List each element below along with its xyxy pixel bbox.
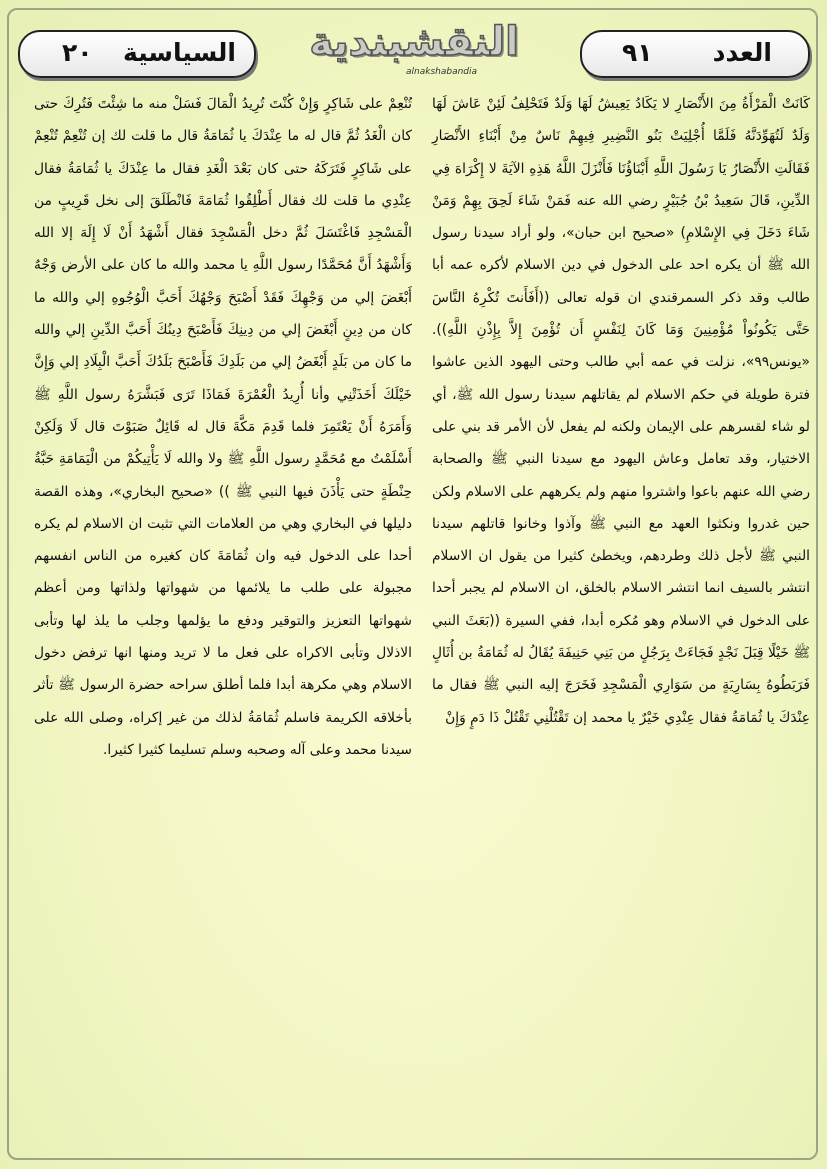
left-column-text: تُنْعِمْ على شَاكِرٍ وَإِنْ كُنْتَ تُرِيدُ الْمَالَ فَسَلْ منه ما شِئْتَ فَتُرِكَ حتى كان الْغَدُ ثُمَّ قال له ما عِنْدَكَ يا ثُمَامَةُ قال ما قلت لك إن تُنْعِمْ تُنْعِمْ على شَاكِرٍ فَتَرَكَهُ حتى كان بَعْدَ الْغَدِ فقال ما عِنْدَكَ يا ثُمَامَةُ فقال عِنْدِي ما قلت لك فقال أَطْلِقُوا ثُمَامَةَ فَانْطَلَقَ إلى نخل قَرِيبٍ من الْمَسْجِدِ فَاغْتَسَلَ ثُمَّ دخل الْمَسْجِدَ فقال أَشْهَدُ أَنْ لَا إِلَهَ إلا الله وَأَشْهَدُ أَنَّ مُحَمَّدًا رسول اللَّهِ يا محمد والله ما كان على الأرض وَجْهٌ أَبْغَضَ إلي من وَجْهِكَ فَقَدْ أَصْبَحَ وَجْهُكَ أَحَبَّ الْوُجُوهِ إلي والله ما كان من دِينٍ أَبْغَضَ إلي من دِينِكَ فَأَصْبَحَ دِينُكَ أَحَبَّ الدِّينِ إلي والله ما كان من بَلَدٍ أَبْغَضُ إلي من بَلَدِكَ فَأَصْبَحَ بَلَدُكَ أَحَبَّ الْبِلَادِ إلي وَإِنَّ خَيْلَكَ أَخَذَتْنِي وأنا أُرِيدُ الْعُمْرَةَ فَمَاذَا تَرَى فَبَشَّرَهُ رسول اللَّهِ ﷺ وَأَمَرَهُ أَنْ يَعْتَمِرَ فلما قَدِمَ مَكَّةَ قال له قَائِلٌ صَبَوْتَ قال لَا وَلَكِنْ أَسْلَمْتُ مع مُحَمَّدٍ رسول اللَّهِ ﷺ ولا والله لَا يَأْتِيكُمْ من الْيَمَامَةِ حَبَّةُ حِنْطَةٍ حتى يَأْذَنَ فيها النبي ﷺ )) «صحيح البخاري»، وهذه القصة دليلها في البخاري وهي من العلامات التي تثبت ان الاسلام لم يكره أحدا على الدخول فيه وان ثُمَامَةَ كان كغيره من الناس انفسهم مجبولة على طلب ما يلائمها من شهواتها ولذاتها ومن أعظم شهواتها التعزيز والتوقير ودفع ما يؤلمها وجلب ما يلذ لها وتأبى الاذلال وتأبى الاكراه على فعل ما لا تريد ومنها انها ترفض دخول الاسلام وهي مكرهة أبدا فلما أطلق سراحه حضرة الرسول ﷺ تأثر بأخلاقه الكريمة فاسلم ثُمَامَةُ لذلك من غير إكراه، وصلى الله على سيدنا محمد وعلى آله وصحبه وسلم تسليما كثيرا كثيرا. — [34, 96, 412, 758]
section-name: السياسية — [123, 38, 236, 67]
issue-label: العدد — [712, 38, 772, 67]
right-column-text: كَانَتْ الْمَرْأَةُ مِنَ الأَنْصَارِ لا يَكَادُ يَعِيشُ لَهَا وَلَدٌ فَتَحْلِفُ لَئِنْ عَاشَ لَهَا وَلَدٌ لَتُهَوِّدَنَّهُ فَلَمَّا أُجْلِيَتْ بَنُو النَّضِيرِ فِيهِمْ نَاسٌ مِنْ أَبْنَاءِ الأَنْصَارِ فَقَالَتِ الأَنْصَارُ يَا رَسُولَ اللَّهِ أَبْنَاؤُنَا فَأَنْزَلَ اللَّهُ هَذِهِ الآيَةَ لا إِكْرَاهَ فِي الدِّينِ، قَالَ سَعِيدُ بْنُ جُبَيْرٍ رضي الله عنه فَمَنْ شَاءَ لَحِقَ بِهِمْ وَمَنْ شَاءَ دَخَلَ فِي الإِسْلامِ) «صحيح ابن حبان»، ولو أراد سيدنا رسول الله ﷺ أن يكره احد على الدخول في دين الاسلام لأكره عمه أبا طالب وقد ذكر السمرقندي ان قوله تعالى ((أَفَأَنتَ تُكْرِهُ النَّاسَ حَتَّى يَكُونُواْ مُؤْمِنِينَ وَمَا كَانَ لِنَفْسٍ أَن تُؤْمِنَ إِلاَّ بِإِذْنِ اللَّهِ)). «يونس٩٩»، نزلت في عمه أبي طالب وحتى اليهود الذين عاشوا فترة طويلة في حكم الاسلام لم يقاتلهم سيدنا رسول الله ﷺ، أي لو شاء لقسرهم على الإيمان ولكنه لم يفعل لأن الأمر قد بني على الاختيار، وقد تعامل وعاش اليهود مع سيدنا النبي ﷺ والصحابة رضي الله عنهم باعوا واشتروا منهم ولم يكرههم على الاسلام ولكن حين غدروا ونكثوا العهد مع النبي ﷺ وآذوا وخانوا قاتلهم سيدنا النبي ﷺ لأجل ذلك وطردهم، ويخطئ كثيرا من يقول ان الاسلام انتشر بالسيف انما انتشر الاسلام بالخلق، ان الاسلام لم يجبر أحدا على الدخول في الاسلام وهو مُكره أبدا، ففي السيرة ((بَعَثَ النبي ﷺ خَيْلًا قِبَلَ نَجْدٍ فَجَاءَتْ بِرَجُلٍ من بَنِي حَنِيفَةَ يُقَالُ له ثُمَامَةُ بن أُثَالٍ فَرَبَطُوهُ بِسَارِيَةٍ من سَوَارِي الْمَسْجِدِ فَخَرَجَ إليه النبي ﷺ فقال ما عِنْدَكَ يا ثُمَامَةُ فقال عِنْدِي خَيْرٌ يا محمد إن تَقْتُلْنِي تَقْتُلْ ذَا دَمٍ وَإِنْ — [432, 96, 810, 726]
issue-number: ٩١ — [622, 38, 653, 67]
issue-banner — [580, 30, 810, 78]
logo-title: النقشبندية — [309, 19, 519, 65]
article-column-right — [432, 88, 810, 734]
article-column-left — [34, 88, 412, 766]
magazine-logo — [296, 18, 532, 80]
page-section-banner — [18, 30, 256, 78]
logo-url: alnakshabandia — [406, 67, 478, 77]
page-number: ٢٠ — [62, 38, 93, 67]
